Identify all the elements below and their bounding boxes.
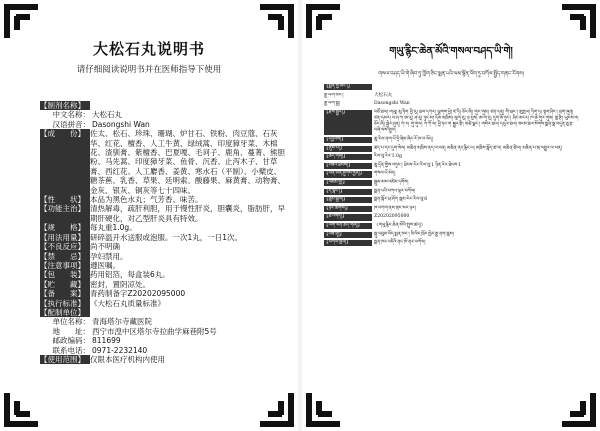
field-row: [40, 110, 288, 119]
field-value: 仅限本医疗机构内使用: [90, 354, 165, 364]
field-label: 【བཟའ་ཐབས།】: [324, 163, 372, 169]
field-value: ཆུ་རིལ་ནག་པོ་དྲི་ཞིམ་ཞིང་རོ་ཁ་བ་ཡོད།: [374, 136, 433, 142]
field-row: [324, 137, 580, 143]
field-label: 【ལག་ལེན་ཚད་གཞི།】: [324, 223, 372, 229]
field-label: 【ཐུམ་སྒྲིལ།】: [324, 197, 372, 203]
field-label: 汉语拼音：: [52, 119, 90, 129]
field-value: ཆུ་དྲོན་གྱིས་བཏུང་། ཐེངས་རེར་རིལ་བུ་1 ཉིན་རེར་ཐེངས་1: [374, 162, 462, 168]
page-title: གཡུ་རྙིང་ཆེན་མོའི་གསལ་བཤད་ཡི་གེ།: [389, 46, 513, 57]
field-row: [324, 180, 580, 186]
field-row: [40, 233, 288, 242]
field-row: [324, 146, 580, 152]
field-row: [324, 214, 580, 220]
field-label: 【རྫས་སྦྱོར།】: [324, 110, 372, 135]
field-label: 【贮 藏】: [40, 280, 90, 289]
corner-ornament-icon: [2, 391, 40, 429]
field-label: 【དབྱིབས།】: [324, 137, 372, 143]
field-value: 遵医嘱。: [90, 260, 120, 270]
field-row: [40, 327, 288, 336]
field-label: 【包 装】: [40, 270, 90, 279]
field-value: བཙོ་ཐལ། གཡུ། མུ་ཏིག བྱི་རུ། ཐལ་དཀར། ལྕགས་ཕྱེ། ཛ་ཏི། ཅོང་ཞི། གུར་གུམ། ཙན་དན། གི་ཝང་། ཨུཏྤལ། ཏིག་ཏ། སྟག་ཤིང་། བྲག་ཞུན། ཙན་དམར། བ་ཤ་ཀ ཨ་རུ། ཤ་རུ། ཉུང་མ། དོམ་མཁྲིས། ལུག་རུ། ཉ་རུས། ཨ་ག་རུ། དུག་མོ་ཉུང་། ཤིང་མངར། ཁ་ཆེ་གུར་གུམ། གླ་རྩི། ཡུངས་བ། ཅོང་ཞི། སྐྱེར་ཤུན། ཀ་ར། གུ་གུལ། ཀ་ཀོ་ལ། བྱི་ཏང་ག སྐྱུར་རྩི། མཚེ་ལྗང་། གསེར་ཐལ། དངུལ་ཐལ། ཟངས་ཐལ་སོགས་སྨན་སྣ་བདུན་ཅུ་རྩ་བཞི་ལས་གྲུབ།: [374, 109, 579, 134]
field-label: 【成 份】: [40, 129, 90, 195]
field-value: 密封，置阴凉处。: [90, 279, 150, 289]
field-value: 药用铝箔，每盒装6丸。: [90, 270, 170, 280]
field-value: སྦྲུམ་མས་འཛེམ་དགོས།: [374, 179, 409, 185]
field-label: 【བཟོ་གྲྭ།】: [324, 232, 372, 238]
corner-ornament-icon: [304, 391, 342, 429]
field-row: [324, 84, 580, 90]
field-value: 《大松石丸质量标准》: [90, 298, 165, 308]
field-value: 清热解毒，疏肝利胆，用于慢性肝炎，胆囊炎，脂肪肝，早期肝硬化，对乙型肝炎具有特效。: [90, 204, 285, 223]
field-row: [40, 223, 288, 232]
field-label: 【规 格】: [40, 223, 90, 232]
field-row: [324, 163, 580, 169]
field-row: [324, 223, 580, 229]
field-label: 【注意事项】: [40, 261, 90, 270]
field-label: 【用法用量】: [40, 233, 90, 242]
field-label: 单位名称：: [52, 317, 90, 327]
field-label: 【配制单位】: [40, 308, 90, 317]
field-row: [324, 93, 580, 99]
field-row: [324, 206, 580, 212]
field-label: 【功能主治】: [40, 204, 90, 223]
instruction-list: [40, 101, 288, 364]
field-row: [40, 204, 288, 223]
field-row: [324, 197, 580, 203]
field-value: Dasongshi Wan: [374, 101, 410, 107]
field-label: 【制剂名称】: [40, 101, 90, 110]
field-label: 【དོ་སྣང་།】: [324, 189, 372, 195]
tibetan-instruction-page: [302, 0, 600, 431]
field-value: 尚不明确: [90, 242, 120, 252]
field-label: 【ཚད་གཞི།】: [324, 154, 372, 160]
field-row: [40, 308, 288, 317]
field-value: [90, 101, 288, 110]
field-label: 【禁 忌】: [40, 252, 90, 261]
field-row: [324, 154, 580, 160]
corner-ornament-icon: [258, 391, 296, 429]
field-value: སྨན་ཁང་འདིའི་ནང་ཁོ་ནར་བཀོལ།: [374, 240, 426, 246]
field-row: [324, 189, 580, 195]
field-label: རྒྱ་ཡིག་སྒྲ།: [324, 101, 340, 107]
field-value: 孕妇禁用。: [90, 251, 128, 261]
field-row: [40, 355, 288, 364]
chinese-instruction-page: [0, 0, 298, 431]
field-row: [324, 232, 580, 238]
field-row: [40, 336, 288, 345]
field-value: ཁ་བཀག་ནས་གྲང་སར་ཉར།: [374, 205, 416, 211]
field-value: Dasongshi Wan: [92, 119, 150, 129]
field-row: [40, 129, 288, 195]
corner-ornament-icon: [560, 391, 598, 429]
field-value: [372, 84, 580, 90]
field-value: 佐太、松石、珍珠、珊瑚、炉甘石、铁粉、肉豆蔻、石灰华、红花、檀香、人工牛黄、绿绒蒿、印度獐牙菜、木棉花、渣驯膏、紫檀香、巴夏嘎、毛诃子、鹿角、蔓菁、熊胆粉、马先蒿、印度獐牙菜、鱼骨、沉香、止泻木子、甘草膏、西红花、人工麝香、姜黄、寒水石（平制）、小檗皮、糖茶蕉、乳香、草果、廷明索、酸藤果、麻黄膏、动物膏、金灰、银灰、铜灰等七十四味。: [90, 129, 285, 195]
instruction-list: [324, 84, 580, 249]
field-value: 本品为黑色水丸；气芳香、味苦。: [90, 195, 203, 205]
field-row: [324, 240, 580, 246]
field-row: [40, 280, 288, 289]
field-label: 【使用范围】: [40, 355, 90, 364]
field-row: [324, 101, 580, 107]
page-title: 大松石丸说明书: [92, 40, 205, 58]
field-row: [40, 289, 288, 298]
field-row: [40, 252, 288, 261]
field-value: 西宁市湟中区塔尔寺拉曲学麻巷附5号: [92, 326, 217, 336]
field-value: ཚད་པ་དང་དུག་སེལ། མཆིན་མཁྲིས་ནད་ལ་ཕན། མཆིན་ནད་རྙིང་པ། མཁྲིས་སྣོད་ཚ་བ། མཆིན་ཚིལ། མཆིན་པ་སྲ་འགྱུར་ལ་ཕན།: [374, 145, 562, 151]
field-row: [40, 242, 288, 251]
page-subtitle: 请仔细阅读说明书并在医师指导下使用: [76, 65, 222, 75]
field-value: 大松石丸: [374, 92, 393, 98]
field-label: 【སྨན་གྱི་མིང་།】: [324, 84, 372, 90]
corner-ornament-icon: [258, 2, 296, 40]
field-label: 【执行标准】: [40, 299, 90, 308]
field-row: [40, 261, 288, 270]
field-label: 【性 状】: [40, 195, 90, 204]
field-label: 【ཐོ་འགོད།】: [324, 214, 372, 220]
field-value: 研碎温开水送服或泡服。一次1丸，一日1次。: [90, 232, 243, 242]
page-subtitle: གསལ་བཤད་ཡི་གེ་ཞིབ་ཏུ་ཀློག་ཅིང་སྨན་པའི་ལམ་སྟོན་འོག་ཏུ་བཀོལ་སྤྱོད་གནང་རོགས།: [378, 71, 524, 77]
field-value: 每丸重1.0g。: [90, 223, 137, 233]
field-value: སྐུ་འབུམ་བོད་སྨན་ཁང་། ཟི་ལིང་ཁྲོང་ཁྱེར་རྒྱ་ནག་ཆུས།: [374, 231, 454, 237]
field-row: [40, 101, 288, 110]
field-label: 地 址：: [52, 326, 90, 336]
field-label: 【བཀོལ་ཁྱབ།】: [324, 240, 372, 246]
field-row: [40, 270, 288, 279]
field-label: 邮政编码：: [52, 336, 90, 346]
field-value: 青药制备字Z20202095000: [90, 289, 186, 299]
field-value: [90, 308, 288, 317]
field-row: [40, 346, 288, 355]
corner-ornament-icon: [560, 2, 598, 40]
field-label: རྒྱ་ཡིག་མིང་།: [324, 92, 344, 98]
field-row: [40, 299, 288, 308]
field-value: 0971-2232140: [92, 345, 148, 355]
field-value: 811699: [92, 336, 121, 346]
field-value: སྨན་པའི་བཀའ་ལྟར་བཀོལ།: [374, 188, 416, 194]
field-value: Z20202095000: [374, 214, 410, 220]
field-label: 【འཛེམ་བྱ།】: [324, 180, 372, 186]
field-value: 《གཡུ་རྙིང་ཆེན་མོའི་སྤུས་ཚད།》: [374, 222, 426, 228]
corner-ornament-icon: [2, 2, 40, 40]
field-label: 【ཕན་མིན་ཤུགས་རྐྱེན།】: [324, 171, 372, 177]
field-value: གསལ་པོ་མེད།: [374, 171, 396, 177]
field-value: སྨན་སྐོར་ཕྲ་ཤོག སྒམ་རེར་རིལ་བུ་6: [374, 197, 428, 203]
field-label: 【备 案】: [40, 289, 90, 298]
field-row: [324, 110, 580, 135]
field-label: 联系电话：: [52, 345, 90, 355]
field-label: 【ནུས་པ།】: [324, 146, 372, 152]
field-label: 【不良反应】: [40, 242, 90, 251]
field-value: རིལ་བུ་རེར་1.0g: [374, 154, 402, 160]
corner-ornament-icon: [304, 2, 342, 40]
field-value: 大松石丸: [92, 110, 122, 120]
field-row: [40, 317, 288, 326]
field-row: [40, 120, 288, 129]
field-label: 中文名称：: [52, 110, 90, 120]
field-value: 青海塔尔寺藏医院: [92, 317, 152, 327]
field-row: [324, 171, 580, 177]
field-label: 【ཉར་ཚགས།】: [324, 206, 372, 212]
